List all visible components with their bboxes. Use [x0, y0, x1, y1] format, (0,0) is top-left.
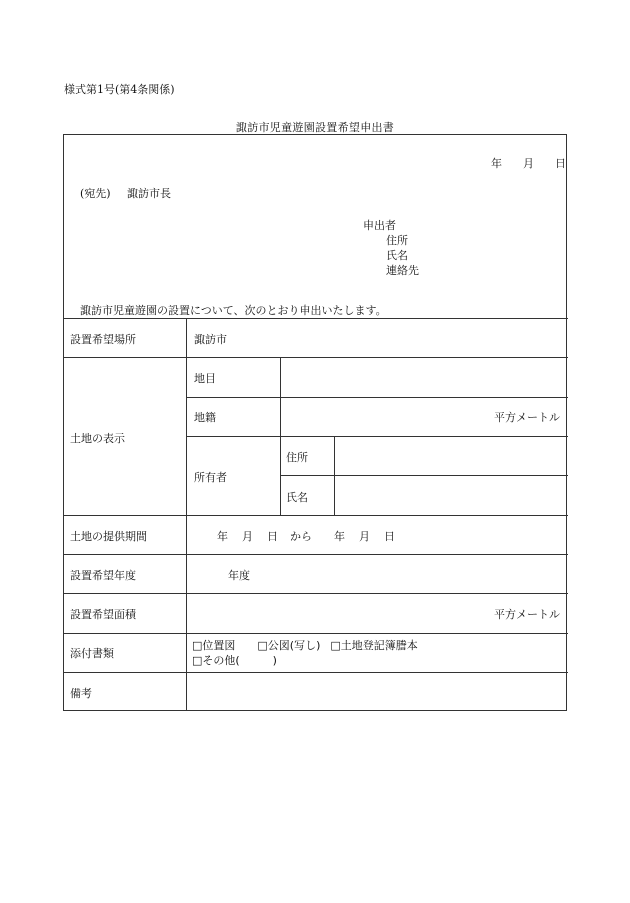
owner-label: 所有者	[194, 471, 227, 484]
applicant-contact-label: 連絡先	[386, 264, 419, 277]
row-divider	[64, 515, 568, 516]
period-month2: 月	[359, 530, 370, 543]
period-year2: 年	[334, 530, 345, 543]
land-area-unit: 平方メートル	[494, 411, 560, 424]
location-value: 諏訪市	[194, 333, 227, 346]
period-month1: 月	[242, 530, 253, 543]
period-year1: 年	[217, 530, 228, 543]
document-title: 諏訪市児童遊園設置希望申出書	[235, 121, 395, 134]
owner-name-label: 氏名	[286, 491, 308, 504]
date-year-label: 年	[491, 157, 502, 170]
area-label: 設置希望面積	[70, 608, 136, 621]
row-divider	[187, 436, 568, 437]
registry-checkbox[interactable]: □土地登記簿謄本	[330, 639, 418, 652]
owner-address-label: 住所	[286, 451, 308, 464]
period-label: 土地の提供期間	[70, 530, 147, 543]
land-category-label: 地目	[194, 372, 216, 385]
period-values	[217, 528, 395, 544]
form-number: 様式第1号(第4条関係)	[64, 83, 175, 96]
date-month-label: 月	[523, 157, 534, 170]
period-day2: 日	[384, 530, 395, 543]
location-label: 設置希望場所	[70, 333, 136, 346]
addressee-prefix: (宛先)	[80, 187, 111, 200]
column-divider	[334, 436, 335, 515]
column-divider	[186, 318, 187, 711]
land-area-label: 地籍	[194, 411, 216, 424]
area-unit: 平方メートル	[494, 608, 560, 621]
other-checkbox[interactable]: □その他( )	[192, 654, 277, 667]
column-divider	[280, 357, 281, 515]
fiscal-year-unit: 年度	[228, 569, 250, 582]
location-map-checkbox[interactable]: □位置図	[192, 639, 236, 652]
applicant-address-label: 住所	[386, 234, 408, 247]
park-map-checkbox[interactable]: □公図(写し)	[257, 639, 321, 652]
addressee: 諏訪市長	[127, 187, 171, 200]
attachments-label: 添付書類	[70, 647, 114, 660]
date-line	[491, 155, 566, 171]
row-divider	[64, 672, 568, 673]
period-day1: 日	[267, 530, 278, 543]
row-divider	[64, 633, 568, 634]
land-label: 土地の表示	[70, 432, 125, 445]
row-divider	[64, 593, 568, 594]
row-divider	[64, 318, 568, 319]
row-divider	[64, 357, 568, 358]
row-divider	[280, 475, 568, 476]
application-form	[63, 134, 567, 711]
applicant-name-label: 氏名	[386, 249, 408, 262]
attachments-options	[192, 638, 418, 668]
fiscal-year-label: 設置希望年度	[70, 569, 136, 582]
period-from: から	[290, 530, 312, 543]
row-divider	[64, 554, 568, 555]
date-day-label: 日	[555, 157, 566, 170]
row-divider	[187, 397, 568, 398]
applicant-label: 申出者	[363, 219, 396, 232]
remarks-label: 備考	[70, 687, 92, 700]
statement: 諏訪市児童遊園の設置について、次のとおり申出いたします。	[80, 304, 387, 317]
